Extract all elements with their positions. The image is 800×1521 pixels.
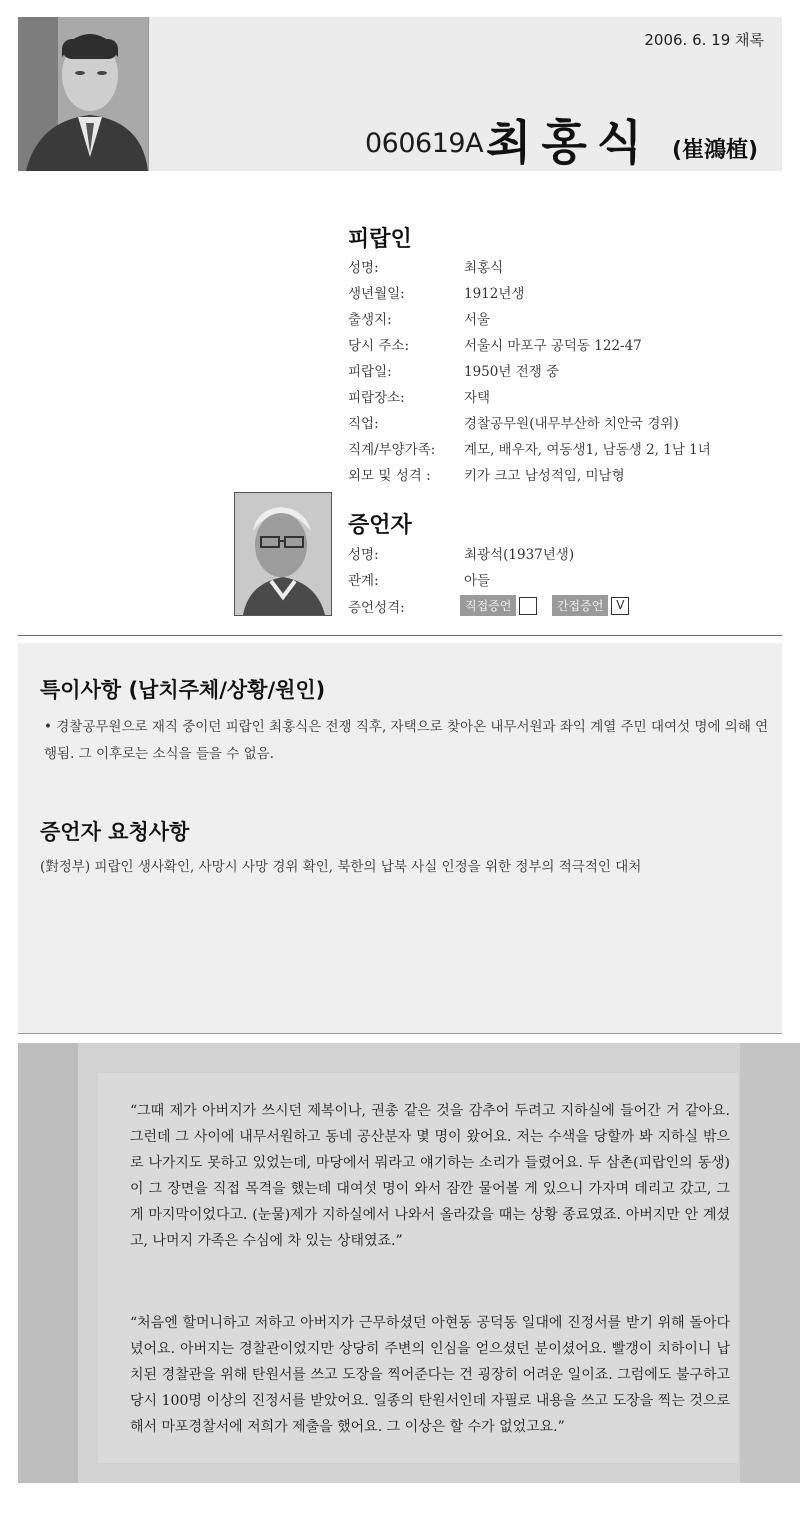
witness-relation-row xyxy=(348,569,788,595)
witness-type-label: 증언성격: xyxy=(348,600,405,616)
record-date: 2006. 6. 19 채록 xyxy=(644,31,764,49)
field-value: 1912년생 xyxy=(464,286,525,302)
field-value: 자택 xyxy=(464,390,491,406)
abductee-field-row xyxy=(348,464,788,490)
abductee-field-row xyxy=(348,386,788,412)
field-value: 1950년 전쟁 중 xyxy=(464,364,560,380)
abductee-field-row xyxy=(348,334,788,360)
field-label: 피랍장소: xyxy=(348,390,405,406)
requests-title: 증언자 요청사항 xyxy=(40,820,190,844)
witness-photo xyxy=(234,492,332,616)
field-value: 경찰공무원(내무부산하 치안국 경위) xyxy=(464,416,679,432)
field-value: 키가 크고 남성적임, 미남형 xyxy=(464,468,625,484)
abductee-field-row xyxy=(348,308,788,334)
field-value: 계모, 배우자, 여동생1, 남동생 2, 1남 1녀 xyxy=(464,442,711,458)
direct-testimony-checkbox[interactable] xyxy=(519,597,537,615)
section-divider xyxy=(18,635,782,636)
witness-relation-label: 관계: xyxy=(348,573,379,589)
requests-text: (對정부) 피랍인 생사확인, 사망시 사망 경위 확인, 북한의 납북 사실 인정을 위한 정부의 적극적인 대처 xyxy=(40,859,642,875)
field-label: 외모 및 성격 : xyxy=(348,468,431,484)
abductee-photo xyxy=(18,17,149,171)
abductee-field-row xyxy=(348,282,788,308)
witness-type-options xyxy=(460,595,629,616)
abductee-field-row xyxy=(348,360,788,386)
witness-type-row xyxy=(348,596,788,622)
special-notes-title: 특이사항 (납치주체/상황/원인) xyxy=(40,678,326,702)
abductee-field-row xyxy=(348,438,788,464)
field-label: 피랍일: xyxy=(348,364,392,380)
field-label: 성명: xyxy=(348,260,379,276)
indirect-testimony-label: 간접증언 xyxy=(552,595,608,616)
field-label: 생년월일: xyxy=(348,286,405,302)
field-label: 당시 주소: xyxy=(348,338,410,354)
witness-relation-value: 아들 xyxy=(464,573,491,589)
abductee-field-row xyxy=(348,256,788,282)
abductee-name: 최홍식 xyxy=(486,116,653,171)
witness-name-value: 최광석(1937년생) xyxy=(464,547,575,563)
witness-section-title: 증언자 xyxy=(348,513,412,538)
abductee-name-hanja: (崔鴻植) xyxy=(672,138,759,163)
field-label: 출생지: xyxy=(348,312,392,328)
abductee-field-row xyxy=(348,412,788,438)
testimony-quote-2: “처음엔 할머니하고 저하고 아버지가 근무하셨던 아현동 공덕동 일대에 진정서를 받기 위해 돌아다녔어요. 아버지는 경찰관이었지만 상당히 주변의 인심을 얻으셨던 분이셨어요. 빨갱이 치하이니 납치된 경찰관을 위해 탄원서를 쓰고 도장을 찍어준다는 건 굉장히 어려운 일이죠. 그럼에도 불구하고 당시 100명 이상의 진정서를 받았어요. 일종의 탄원서인데 자필로 내용을 쓰고 도장을 찍는 것으로 해서 마포경찰서에 저희가 제출을 했어요. 그 이상은 할 수가 없었고요.” xyxy=(130,1315,730,1435)
abductee-section-title: 피랍인 xyxy=(348,227,412,252)
field-value: 최홍식 xyxy=(464,260,504,276)
testimony-quote-1: “그때 제가 아버지가 쓰시던 제복이나, 권총 같은 것을 감추어 두려고 지하실에 들어간 거 같아요. 그런데 그 사이에 내무서원하고 동네 공산분자 몇 명이 왔어요. 저는 수색을 당할까 봐 지하실 밖으로 나가지도 못하고 있었는데, 마당에서 뭐라고 얘기하는 소리가 들렸어요. 두 삼촌(피랍인의 동생)이 그 장면을 직접 목격을 했는데 대여섯 명이 와서 잠깐 물어볼 게 있으니 가자며 데리고 갔고, 그게 마지막이었다고. (눈물)제가 지하실에서 나와서 올라갔을 때는 상황 종료였죠. 아버지만 안 계셨고, 나머지 가족은 수심에 차 있는 상태였죠.” xyxy=(130,1103,730,1249)
field-value: 서울 xyxy=(464,312,491,328)
indirect-testimony-checkbox[interactable]: V xyxy=(611,597,629,615)
witness-name-row xyxy=(348,543,788,569)
field-label: 직업: xyxy=(348,416,379,432)
witness-name-label: 성명: xyxy=(348,547,379,563)
special-notes-text: • 경찰공무원으로 재직 중이던 피랍인 최홍식은 전쟁 직후, 자택으로 찾아온 내무서원과 좌익 계열 주민 대여섯 명에 의해 연행됨. 그 이후로는 소식을 들을 수 없음. xyxy=(44,719,769,762)
field-label: 직계/부양가족: xyxy=(348,442,436,458)
case-id: 060619A xyxy=(365,128,484,159)
direct-testimony-label: 직접증언 xyxy=(460,595,516,616)
field-value: 서울시 마포구 공덕동 122-47 xyxy=(464,338,642,354)
